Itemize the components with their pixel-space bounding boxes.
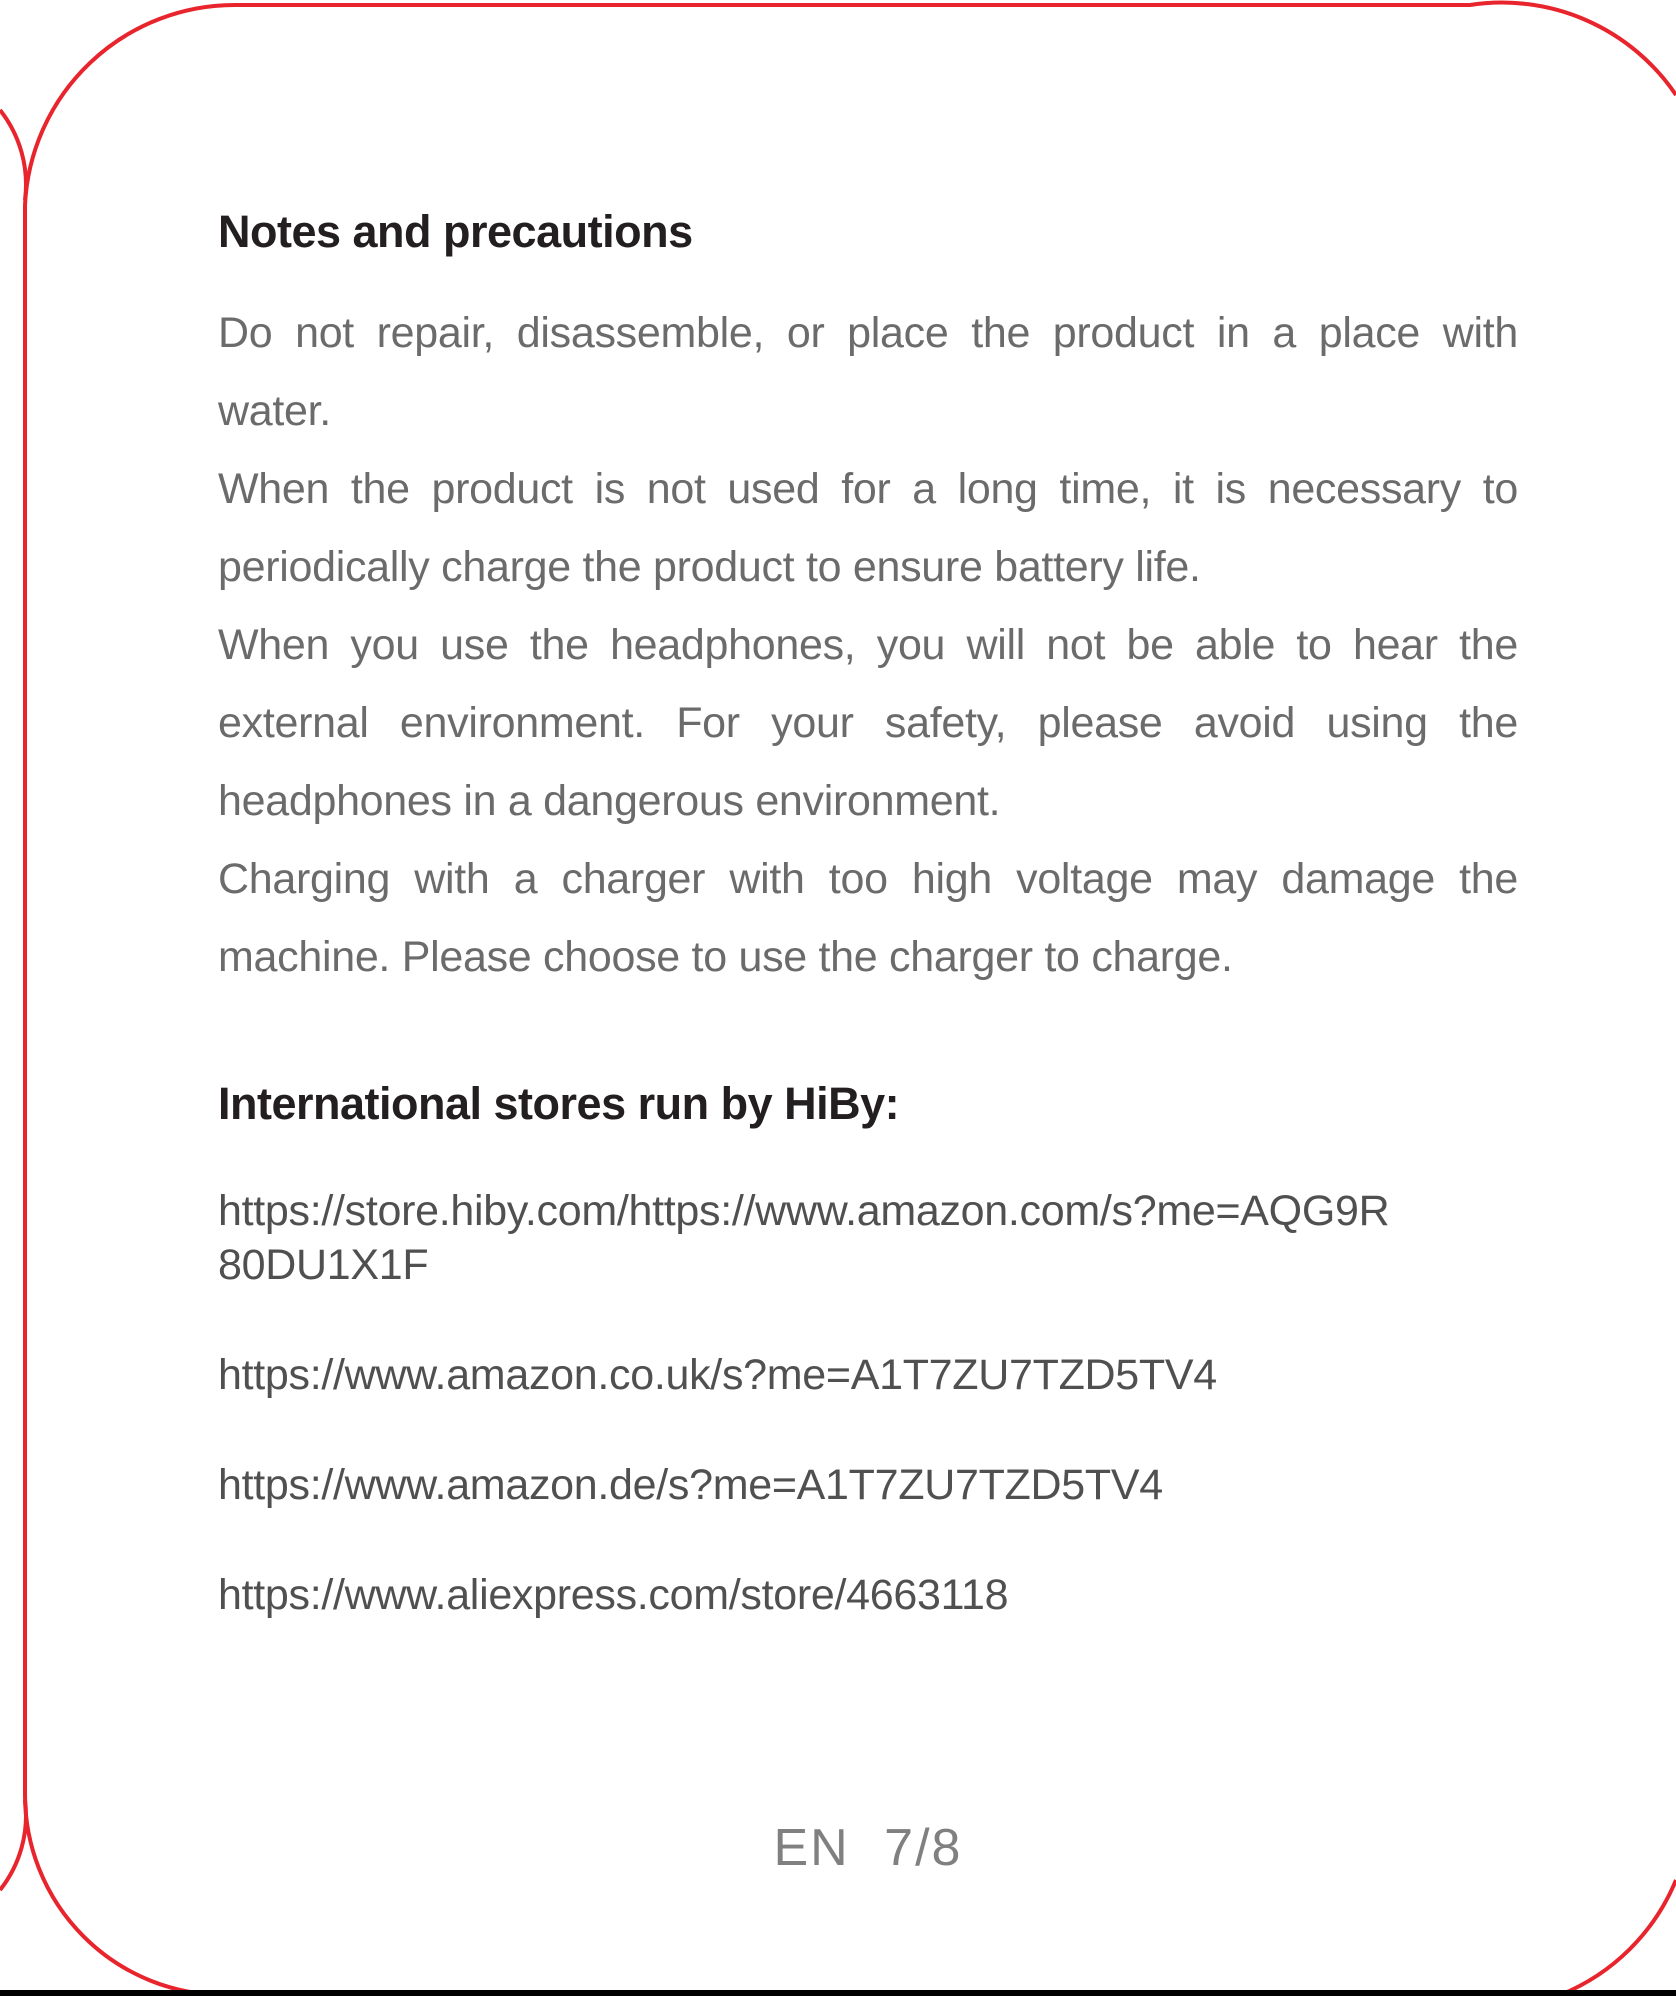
- page-number: EN 7/8: [773, 1819, 963, 1877]
- notes-paragraph-water: Do not repair, disassemble, or place the product in a place with water.: [218, 309, 1518, 435]
- store-link-amazon-uk[interactable]: https://www.amazon.co.uk/s?me=A1T7ZU7TZD5TV4: [218, 1351, 1217, 1399]
- store-link-aliexpress[interactable]: https://www.aliexpress.com/store/4663118: [218, 1571, 1009, 1619]
- notes-paragraph-safety: When you use the headphones, you will not be able to hear the external environment. For your safety, please avoid using the headphones in a dangerous environment.: [218, 621, 1518, 825]
- notes-paragraph-battery: When the product is not used for a long time, it is necessary to periodically charge the product to ensure battery life.: [218, 465, 1518, 591]
- stores-title: International stores run by HiBy:: [218, 1078, 900, 1129]
- bottom-edge-strip: [0, 1990, 1676, 1996]
- left-edge-curve-top: [0, 110, 26, 200]
- store-link-hiby-amazon-us[interactable]: https://store.hiby.com/https://www.amazon.com/s?me=AQG9R80DU1X1F: [218, 1187, 1390, 1289]
- notes-title: Notes and precautions: [218, 206, 693, 257]
- notes-paragraph-charger: Charging with a charger with too high voltage may damage the machine. Please choose to use the charger to charge.: [218, 855, 1518, 981]
- page-content: [218, 202, 1518, 1622]
- store-link-amazon-de[interactable]: https://www.amazon.de/s?me=A1T7ZU7TZD5TV4: [218, 1461, 1163, 1509]
